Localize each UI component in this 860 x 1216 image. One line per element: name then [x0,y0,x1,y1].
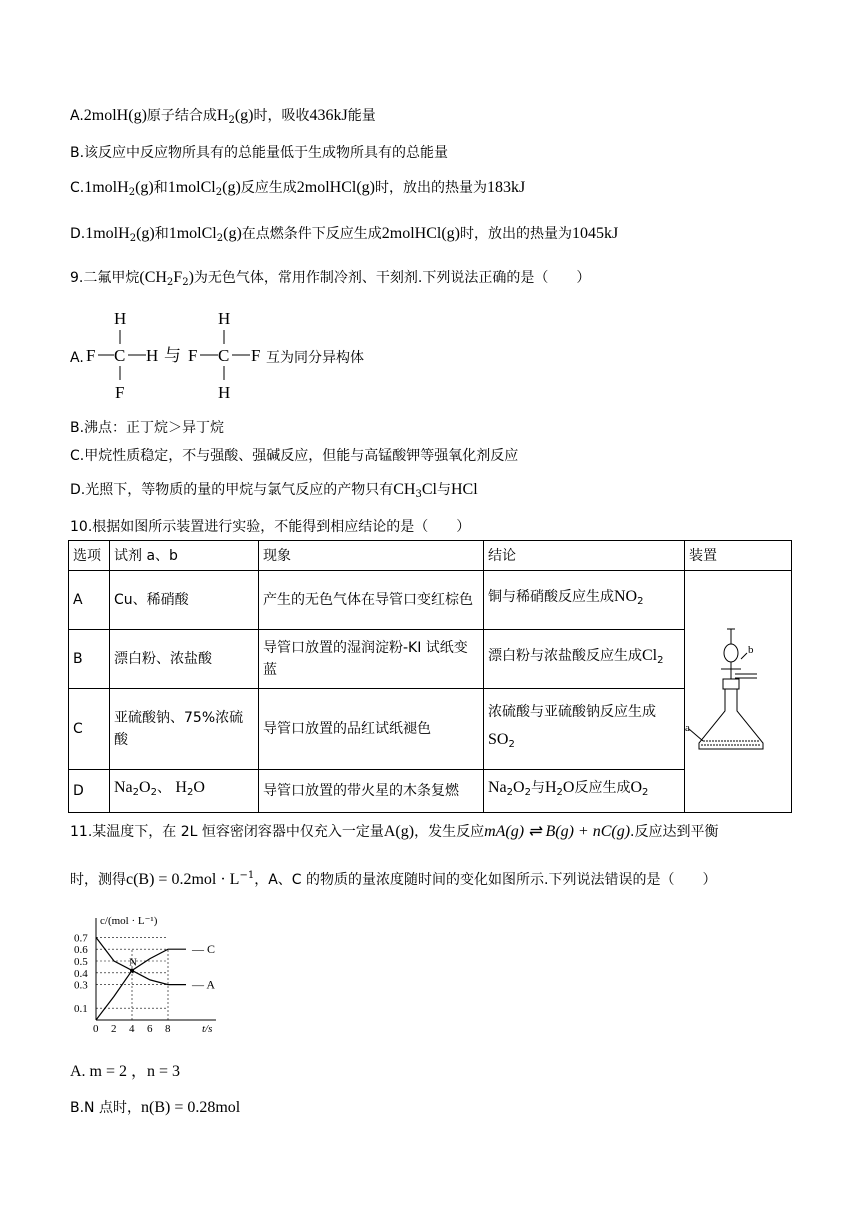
annotation-label: N [129,956,137,969]
y-tick-label: 0.7 [74,932,88,945]
table-header: 试剂 a、b [110,541,259,571]
series-label-A: — A [192,977,216,992]
svg-text:H: H [114,309,127,328]
point-n [130,968,134,972]
q8-option-a: A.2molH(g)原子结合成$H_2(g)$时，吸收436kJ能量 [70,107,376,126]
svg-text:F: F [115,383,125,402]
table-cell: 导管口放置的带火星的木条复燃 [259,769,484,812]
table-header: 结论 [484,541,685,571]
q11-option-a: A. m = 2 ，n = 3 [70,1063,181,1080]
table-cell: D [69,769,110,812]
x-tick-label: 8 [165,1023,171,1035]
table-cell: 浓硫酸与亚硫酸钠反应生成 $SO_2$ [484,688,685,769]
table-row [69,769,792,812]
table-row [69,688,792,769]
concentration-time-chart [72,912,232,1036]
table-cell: Cu、稀硝酸 [110,571,259,630]
apparatus-figure [685,571,785,805]
q9-option-b: B.沸点：正丁烷＞异丁烷 [70,420,225,436]
x-tick-label: 4 [129,1023,135,1035]
table-row [69,571,792,630]
q10-table [68,540,792,813]
q8-option-b: B.该反应中反应物所具有的总能量低于生成物所具有的总能量 [70,145,449,161]
y-tick-label: 0.6 [74,944,88,957]
table-header: 选项 [69,541,110,571]
q9-option-d: D.光照下，等物质的量的甲烷与氯气反应的产物只有$CH_3Cl$与HCl [70,481,478,500]
y-tick-label: 0.4 [74,967,88,980]
table-cell: 导管口放置的湿润淀粉-KI 试纸变蓝 [259,629,484,688]
x-tick-label: 0 [93,1023,99,1035]
q11-stem-line1: 11.某温度下，在 2L 恒容密闭容器中仅充入一定量A(g)，发生反应mA(g) ⇌ B(g) + nC(g).反应达到平衡 [70,823,719,840]
table-cell: 导管口放置的品红试纸褪色 [259,688,484,769]
table-cell: B [69,629,110,688]
svg-text:F: F [86,346,96,365]
x-tick-label: 6 [147,1023,153,1035]
svg-text:a: a [685,722,690,734]
q9-option-a-prefix: A. [70,350,84,366]
svg-text:H: H [146,346,159,365]
table-cell: 漂白粉与浓盐酸反应生成$Cl_2$ [484,629,685,688]
svg-text:H: H [218,383,231,402]
q9-structure-figure [84,306,266,404]
table-cell: A [69,571,110,630]
x-tick-label: 2 [111,1023,117,1035]
table-cell: C [69,688,110,769]
svg-text:与: 与 [164,346,181,365]
q10-stem: 10.根据如图所示装置进行实验，不能得到相应结论的是（ ） [70,519,471,535]
svg-text:b: b [748,644,754,656]
q9-stem: 9.二氟甲烷$(CH_2F_2)$为无色气体，常用作制冷剂、干刻剂.下列说法正确的是（ ） [70,269,591,288]
q9-option-a-suffix: 互为同分异构体 [266,350,364,366]
y-tick-label: 0.5 [74,956,88,968]
series-label-C: — C [192,942,216,957]
table-row [69,629,792,688]
y-tick-label: 0.1 [74,1003,88,1016]
y-tick-label: 0.3 [74,979,88,992]
q8-option-d: D.1molH$_2$(g)和1molCl$_2$(g)在点燃条件下反应生成2molHCl(g)时，放出的热量为1045kJ [70,225,619,244]
apparatus-cell [685,571,792,813]
table-cell: $Na_2O_2$与$H_2O$反应生成$O_2$ [484,769,685,812]
svg-text:C: C [114,346,126,365]
svg-text:F: F [188,346,198,365]
table-cell: 亚硫酸钠、75%浓硫酸 [110,688,259,769]
q8-option-c: C.1molH$_2$(g)和1molCl$_2$(g)反应生成2molHCl(g)时，放出的热量为183kJ [70,179,526,198]
q11-option-b: B.N 点时，n(B) = 0.28mol [70,1099,241,1116]
q9-option-c: C.甲烷性质稳定，不与强酸、强碱反应，但能与高锰酸钾等强氧化剂反应 [70,448,519,464]
table-cell: 产生的无色气体在导管口变红棕色 [259,571,484,630]
x-axis-label: t/s [202,1023,213,1035]
table-cell: 漂白粉、浓盐酸 [110,629,259,688]
table-cell: 铜与稀硝酸反应生成$NO_2$ [484,571,685,630]
svg-text:F: F [251,346,261,365]
table-header: 现象 [259,541,484,571]
svg-text:H: H [218,309,231,328]
table-header: 装置 [685,541,792,571]
q11-stem-line2: 时，测得$c(B) = 0.2mol \cdot L^{-1}$，A、C 的物质的量浓度随时间的变化如图所示.下列说法错误的是（ ） [70,870,717,888]
y-axis-label: c/(mol · L⁻¹) [100,915,158,927]
table-cell: $Na_2O_2$、 $H_2O$ [110,769,259,812]
svg-text:C: C [218,346,230,365]
